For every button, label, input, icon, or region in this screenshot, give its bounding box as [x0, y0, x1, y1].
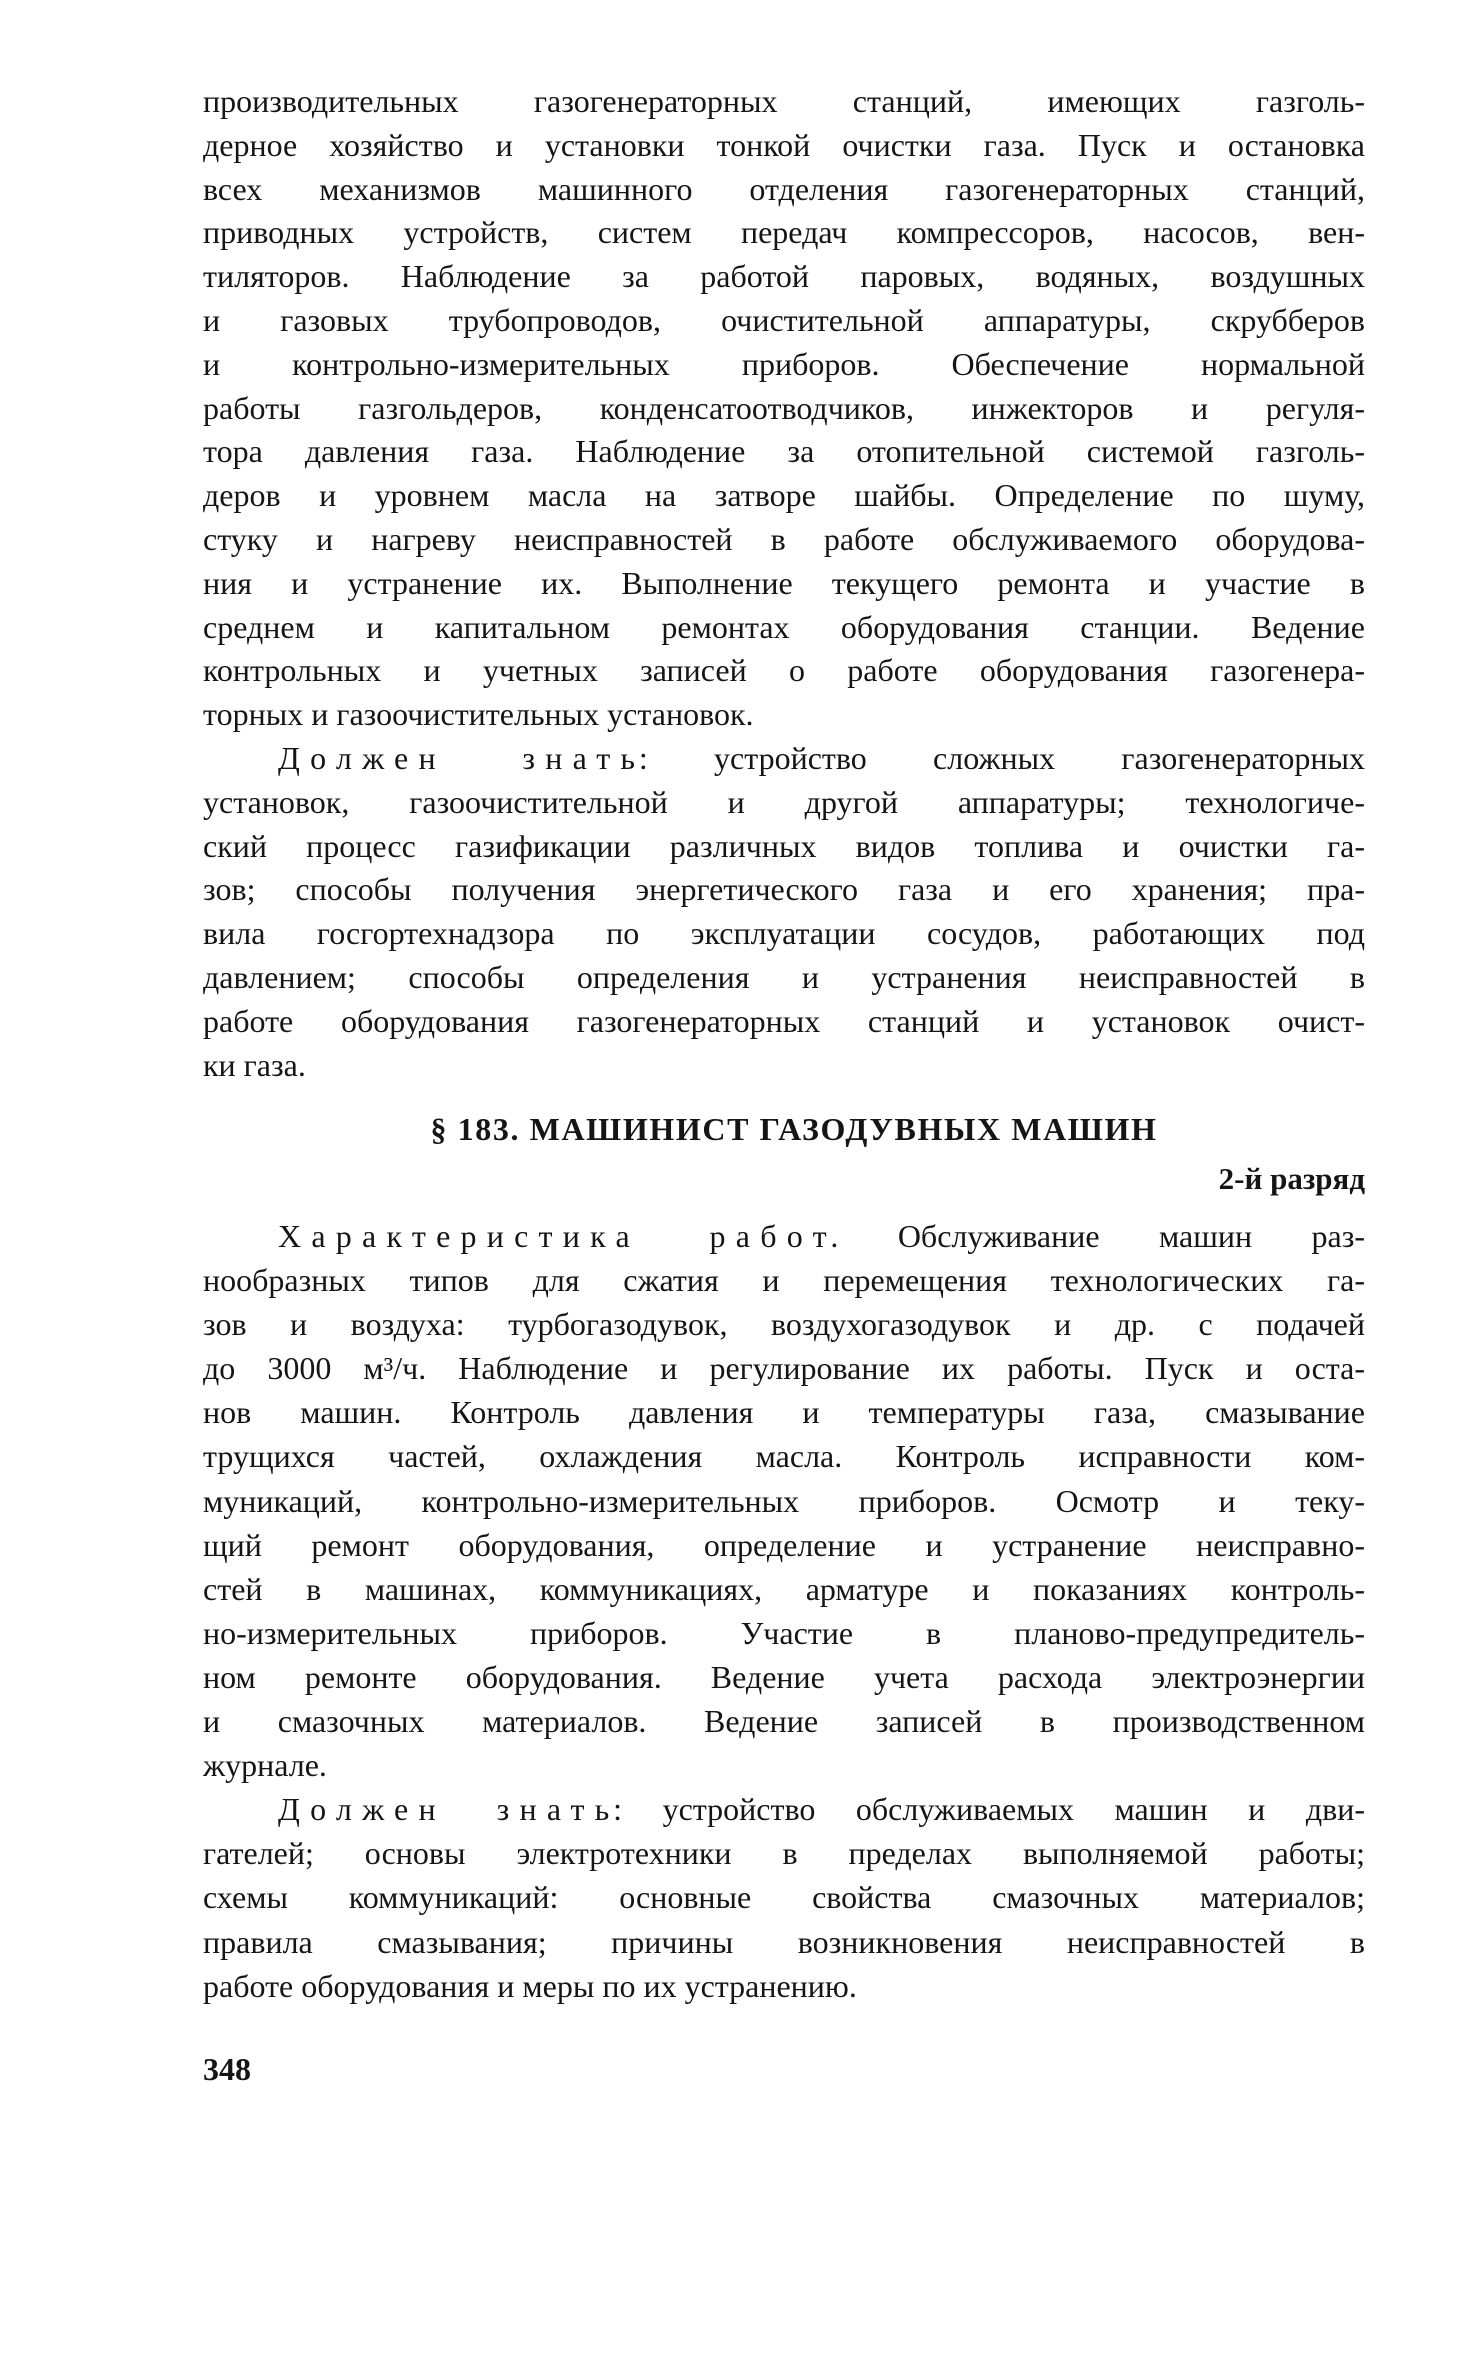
- continued-text-block: [203, 80, 1365, 1087]
- text-line: схемы коммуникаций: основные свойства смазочных материалов;: [203, 1879, 1365, 1916]
- spaced-lead-phrase: Должен знать: [278, 1791, 620, 1828]
- text-line: установок, газоочистительной и другой аппаратуры; технологиче-: [203, 783, 1365, 820]
- text-line: нов машин. Контроль давления и температуры газа, смазывание: [203, 1394, 1365, 1431]
- text-line: и контрольно-измерительных приборов. Обеспечение нормальной: [203, 345, 1365, 382]
- section-heading: § 183. МАШИНИСТ ГАЗОДУВНЫХ МАШИН: [430, 1111, 1158, 1147]
- text-line: производительных газогенераторных станций, имеющих газголь-: [203, 83, 1365, 119]
- text-line: ния и устранение их. Выполнение текущего ремонта и участие в: [203, 564, 1365, 601]
- text-line: приводных устройств, систем передач компрессоров, насосов, вен-: [203, 214, 1365, 251]
- text-line: и газовых трубопроводов, очистительной аппаратуры, скрубберов: [203, 301, 1365, 338]
- text-line: всех механизмов машинного отделения газогенераторных станций,: [203, 170, 1365, 207]
- text-line: стей в машинах, коммуникациях, арматуре и показаниях контроль-: [203, 1570, 1365, 1607]
- text-line: зов и воздуха: турбогазодувок, воздухогазодувок и др. с подачей: [203, 1306, 1365, 1343]
- text-line: ки газа.: [203, 1046, 306, 1083]
- text-line: ном ремонте оборудования. Ведение учета расхода электроэнергии: [203, 1658, 1365, 1695]
- text-line: [203, 1214, 1365, 1258]
- line-text: : устройство обслуживаемых машин и дви-: [613, 1791, 1365, 1828]
- line-text: : устройство сложных газогенераторных: [638, 739, 1365, 776]
- text-line: но-измерительных приборов. Участие в планово-предупредитель-: [203, 1614, 1365, 1651]
- spaced-lead-phrase: Должен знать: [278, 739, 646, 776]
- text-line: стуку и нагреву неисправностей в работе обслуживаемого оборудова-: [203, 520, 1365, 557]
- text-line: деров и уровнем масла на затворе шайбы. Определение по шуму,: [203, 477, 1365, 514]
- text-line: зов; способы получения энергетического газа и его хранения; пра-: [203, 871, 1365, 908]
- text-line: работе оборудования газогенераторных станций и установок очист-: [203, 1002, 1365, 1039]
- text-line: [203, 737, 1365, 781]
- spaced-lead-phrase: Характеристика работ: [278, 1218, 837, 1254]
- page-number: 348: [203, 2051, 251, 2087]
- text-line: давлением; способы определения и устранения неисправностей в: [203, 958, 1365, 995]
- text-line: нообразных типов для сжатия и перемещения технологических га-: [203, 1262, 1365, 1299]
- text-line: работе оборудования и меры по их устранению.: [203, 1967, 857, 2004]
- text-line: правила смазывания; причины возникновения неисправностей в: [203, 1923, 1365, 1960]
- text-line: тора давления газа. Наблюдение за отопительной системой газголь-: [203, 433, 1365, 470]
- text-line: тиляторов. Наблюдение за работой паровых, водяных, воздушных: [203, 258, 1365, 295]
- text-line: ский процесс газификации различных видов топлива и очистки га-: [203, 827, 1365, 864]
- line-text: . Обслуживание машин раз-: [830, 1218, 1365, 1254]
- text-line: трущихся частей, охлаждения масла. Контроль исправности ком-: [203, 1438, 1365, 1475]
- text-line: и смазочных материалов. Ведение записей в производственном: [203, 1703, 1365, 1740]
- text-line: щий ремонт оборудования, определение и устранение неисправно-: [203, 1526, 1365, 1563]
- text-line: до 3000 м³/ч. Наблюдение и регулирование их работы. Пуск и оста-: [203, 1350, 1365, 1387]
- section-grade: 2-й разряд: [1218, 1161, 1365, 1196]
- text-line: торных и газоочистительных установок.: [203, 696, 754, 733]
- text-line: гателей; основы электротехники в пределах выполняемой работы;: [203, 1835, 1365, 1872]
- text-line: журнале.: [203, 1747, 327, 1784]
- text-line: среднем и капитальном ремонтах оборудования станции. Ведение: [203, 608, 1365, 645]
- text-line: [203, 1787, 1365, 1831]
- text-line: дерное хозяйство и установки тонкой очистки газа. Пуск и остановка: [203, 126, 1365, 163]
- text-line: вила госгортехнадзора по эксплуатации сосудов, работающих под: [203, 915, 1365, 952]
- text-line: работы газгольдеров, конденсатоотводчиков, инжекторов и регуля-: [203, 389, 1365, 426]
- text-line: муникаций, контрольно-измерительных приборов. Осмотр и теку-: [203, 1482, 1365, 1519]
- text-line: контрольных и учетных записей о работе оборудования газогенера-: [203, 652, 1365, 689]
- section-text-block: [203, 1214, 1365, 2008]
